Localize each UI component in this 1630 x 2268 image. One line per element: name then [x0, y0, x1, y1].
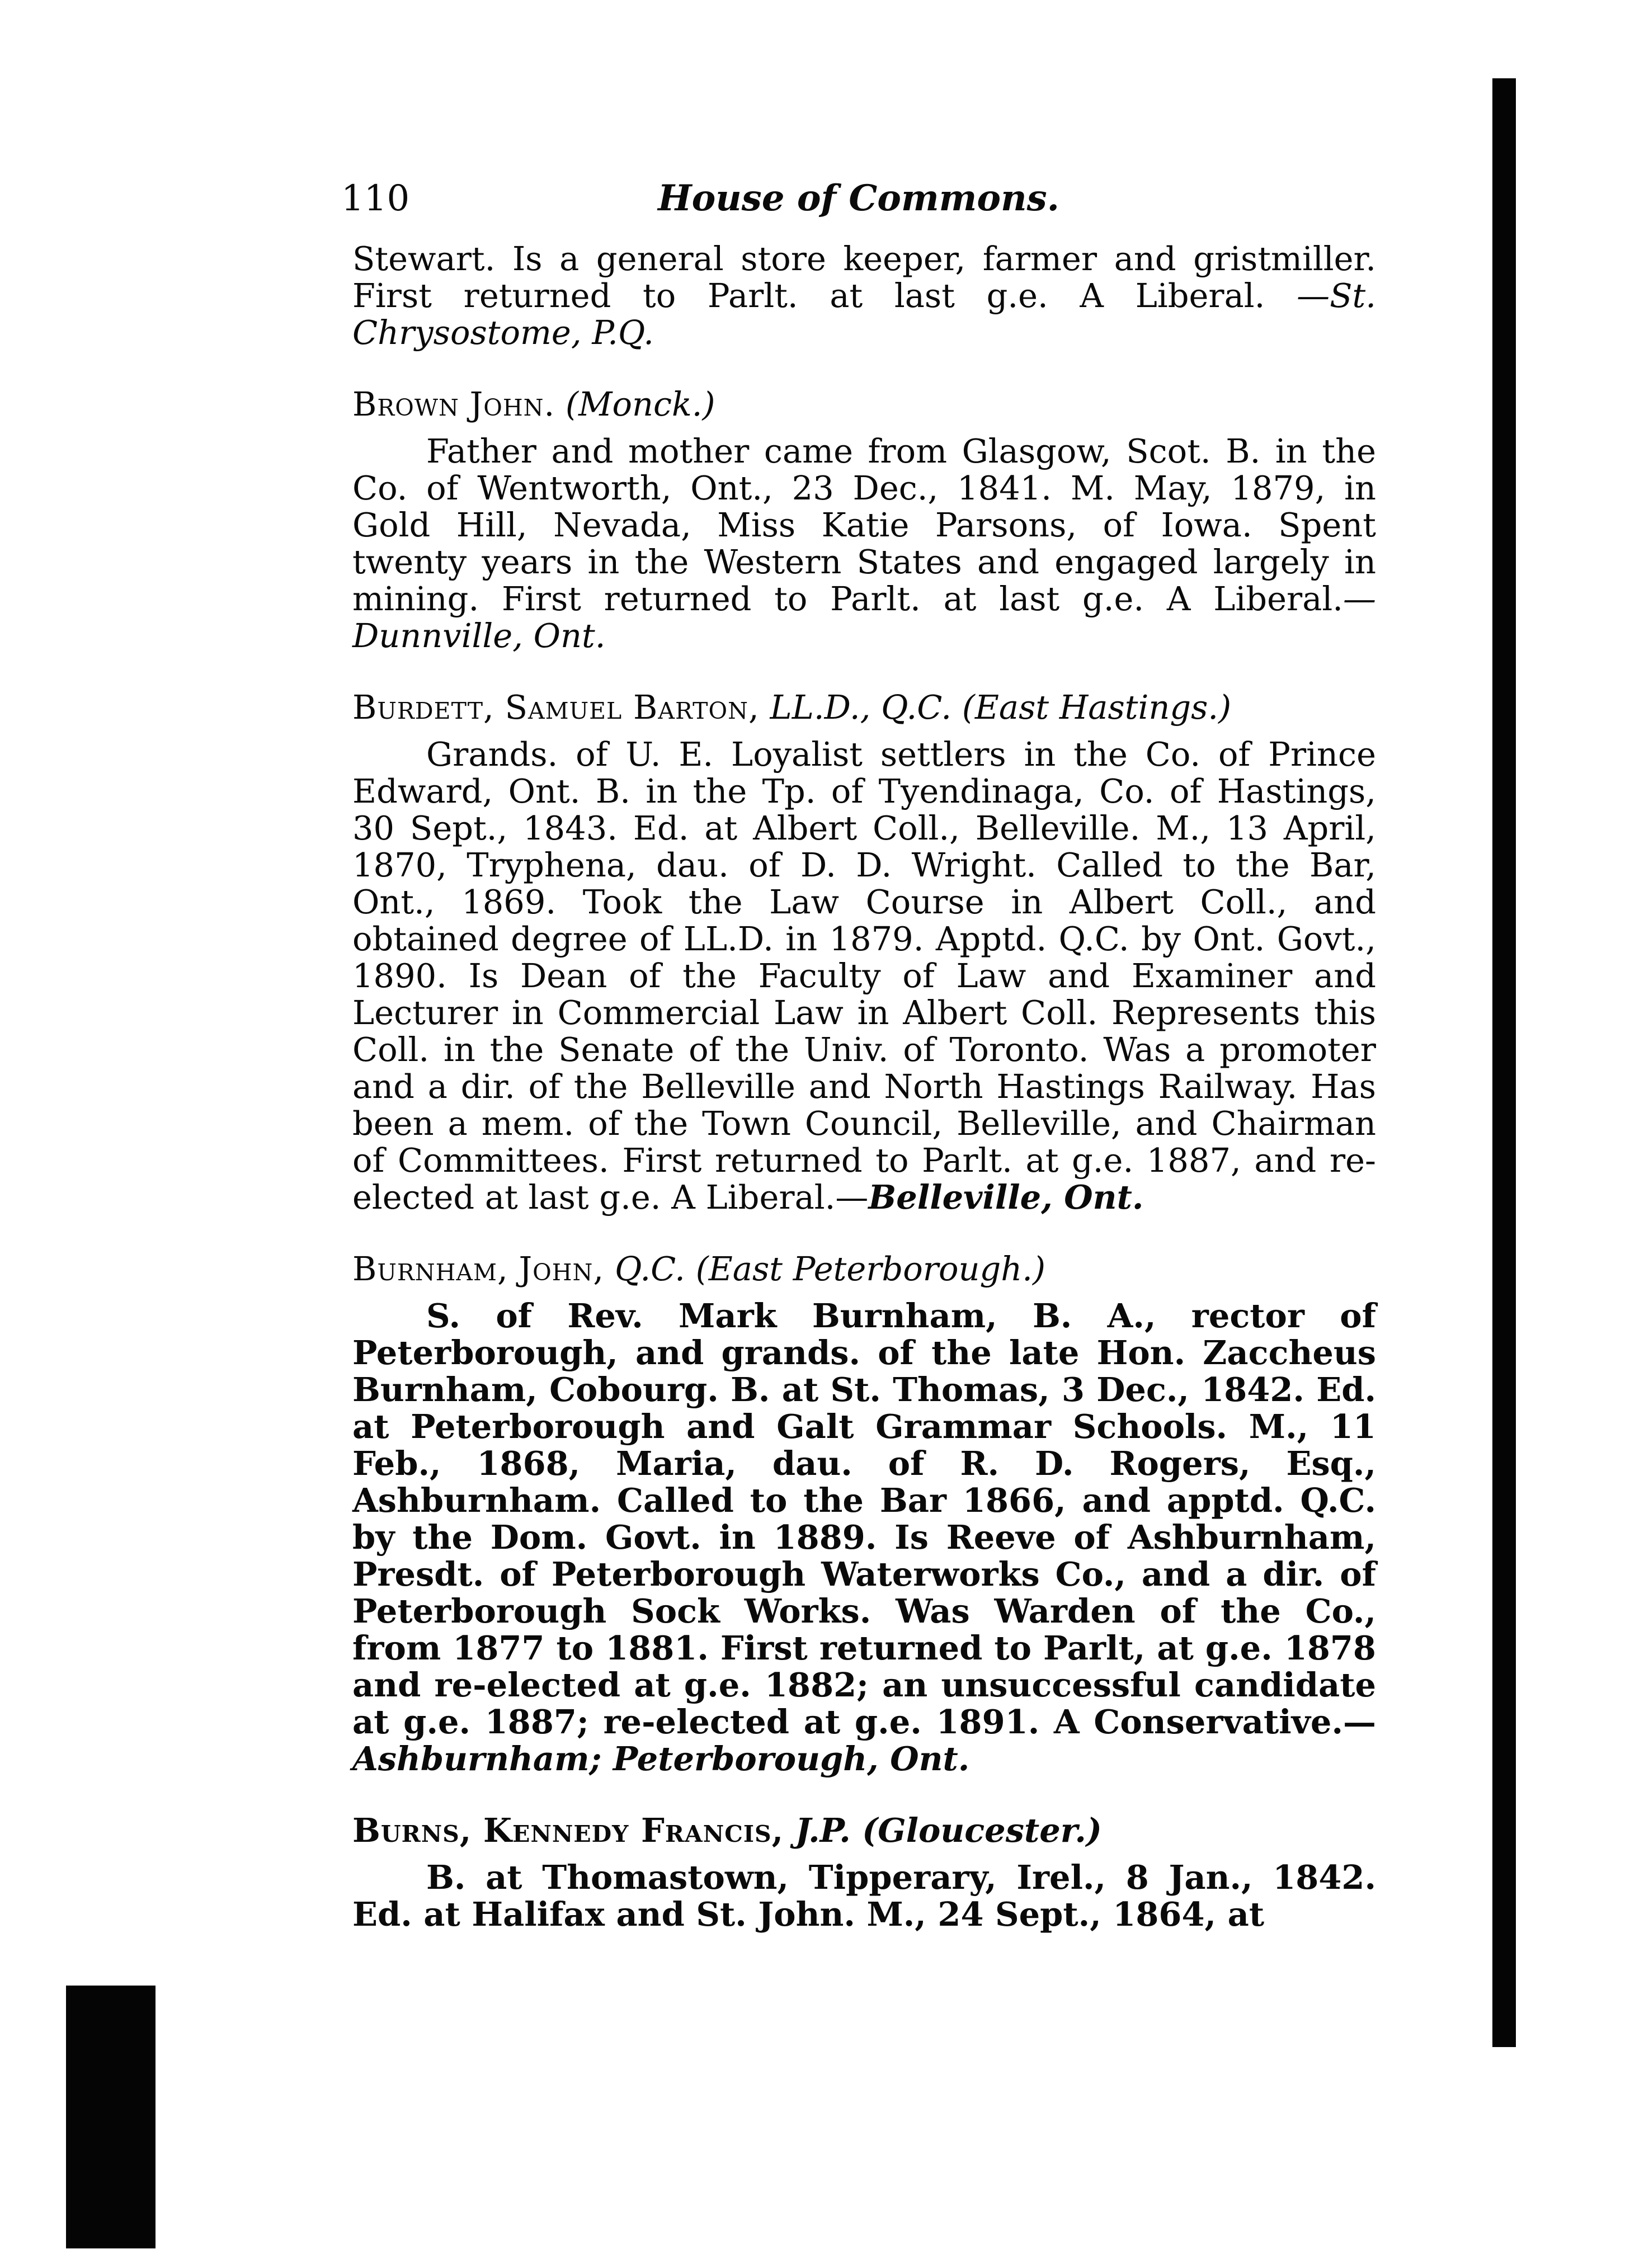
entry-biography: [352, 1298, 1376, 1777]
entry-biography: [352, 736, 1376, 1216]
entry-text: Father and mother came from Glasgow, Scot. B. in the Co. of Wentworth, Ont., 23 Dec., 1841. M. May, 1879, in Gold Hill, Nevada, Miss Katie Parsons, of Iowa. Spent twenty years in the Western States and engaged largely in mining. First returned to Parlt. at last g.e. A Liberal.: [352, 432, 1376, 618]
entry-residence: Belleville, Ont.: [868, 1178, 1144, 1216]
entry-title: J.P.: [795, 1811, 851, 1850]
entry-riding: (East Peterborough.): [695, 1249, 1046, 1288]
entry-heading: [352, 386, 1376, 423]
scan-edge-bar-right: [1492, 78, 1516, 2047]
entry-given-names: Samuel Barton,: [505, 688, 760, 727]
entry-given-names: John,: [519, 1249, 605, 1288]
continuation-paragraph: [352, 241, 1376, 351]
entry-title: LL.D., Q.C.: [770, 688, 952, 727]
entry-biography: [352, 1859, 1376, 1933]
entry-biography: [352, 433, 1376, 654]
entry-surname: Burnham,: [352, 1249, 508, 1288]
continuation-text: Stewart. Is a general store keeper, farmer and gristmiller. First returned to Parlt. at last g.e. A Liberal.: [352, 239, 1376, 315]
entry-residence: —Dunnville, Ont.: [352, 579, 1376, 655]
entry-given-names: Kennedy Francis,: [483, 1811, 784, 1850]
entry-burns: [352, 1812, 1376, 1933]
entry-surname: Burns,: [352, 1811, 472, 1850]
entry-heading: [352, 1812, 1376, 1849]
entry-given-names: John.: [469, 385, 555, 423]
entry-burdett: [352, 689, 1376, 1216]
page-number: 110: [341, 178, 410, 219]
entry-residence: Ashburnham; Peterborough, Ont.: [352, 1739, 970, 1778]
entry-heading: [352, 689, 1376, 726]
entry-riding: (Monck.): [566, 385, 715, 423]
page-header: [341, 168, 1376, 229]
entry-surname: Burdett,: [352, 688, 494, 727]
entry-text: S. of Rev. Mark Burnham, B. A., rector of Peterborough, and grands. of the late Hon. Zaccheus Burnham, Cobourg. B. at St. Thomas, 3 Dec., 1842. Ed. at Peterborough and Galt Grammar Schools. M., 11 Feb., 1868, Maria, dau. of R. D. Rogers, Esq., Ashburnham. Called to the Bar 1866, and apptd. Q.C. by the Dom. Govt. in 1889. Is Reeve of Ashburnham, Presdt. of Peterborough Waterworks Co., and a dir. of Peterborough Sock Works. Was Warden of the Co., from 1877 to 1881. First returned to Parlt, at g.e. 1878 and re-elected at g.e. 1882; an unsuccessful candidate at g.e. 1887; re-elected at g.e. 1891. A Conservative.—: [352, 1296, 1376, 1741]
entry-surname: Brown: [352, 385, 459, 423]
text-column: [352, 241, 1376, 1933]
entry-text: Grands. of U. E. Loyalist settlers in the Co. of Prince Edward, Ont. B. in the Tp. of Tyendinaga, Co. of Hastings, 30 Sept., 1843. Ed. at Albert Coll., Belleville. M., 13 April, 1870, Tryphena, dau. of D. D. Wright. Called to the Bar, Ont., 1869. Took the Law Course in Albert Coll., and obtained degree of LL.D. in 1879. Apptd. Q.C. by Ont. Govt., 1890. Is Dean of the Faculty of Law and Examiner and Lecturer in Commercial Law in Albert Coll. Represents this Coll. in the Senate of the Univ. of Toronto. Was a promoter and a dir. of the Belleville and North Hastings Railway. Has been a mem. of the Town Council, Belleville, and Chairman of Committees. First returned to Parlt. at g.e. 1887, and re-elected at last g.e. A Liberal.—: [352, 735, 1376, 1216]
entry-title: Q.C.: [614, 1249, 685, 1288]
continuation-residence: —St. Chrysostome, P.Q.: [352, 276, 1376, 352]
entry-brown: [352, 386, 1376, 654]
entry-riding: (East Hastings.): [962, 688, 1232, 727]
entry-riding: (Gloucester.): [862, 1811, 1102, 1850]
entry-burnham: [352, 1251, 1376, 1777]
running-title: House of Commons.: [658, 177, 1059, 219]
entry-heading: [352, 1251, 1376, 1288]
scan-edge-bar-left: [66, 1986, 156, 2248]
entry-text: B. at Thomastown, Tipperary, Irel., 8 Jan., 1842. Ed. at Halifax and St. John. M., 24 Sept., 1864, at: [352, 1858, 1376, 1934]
